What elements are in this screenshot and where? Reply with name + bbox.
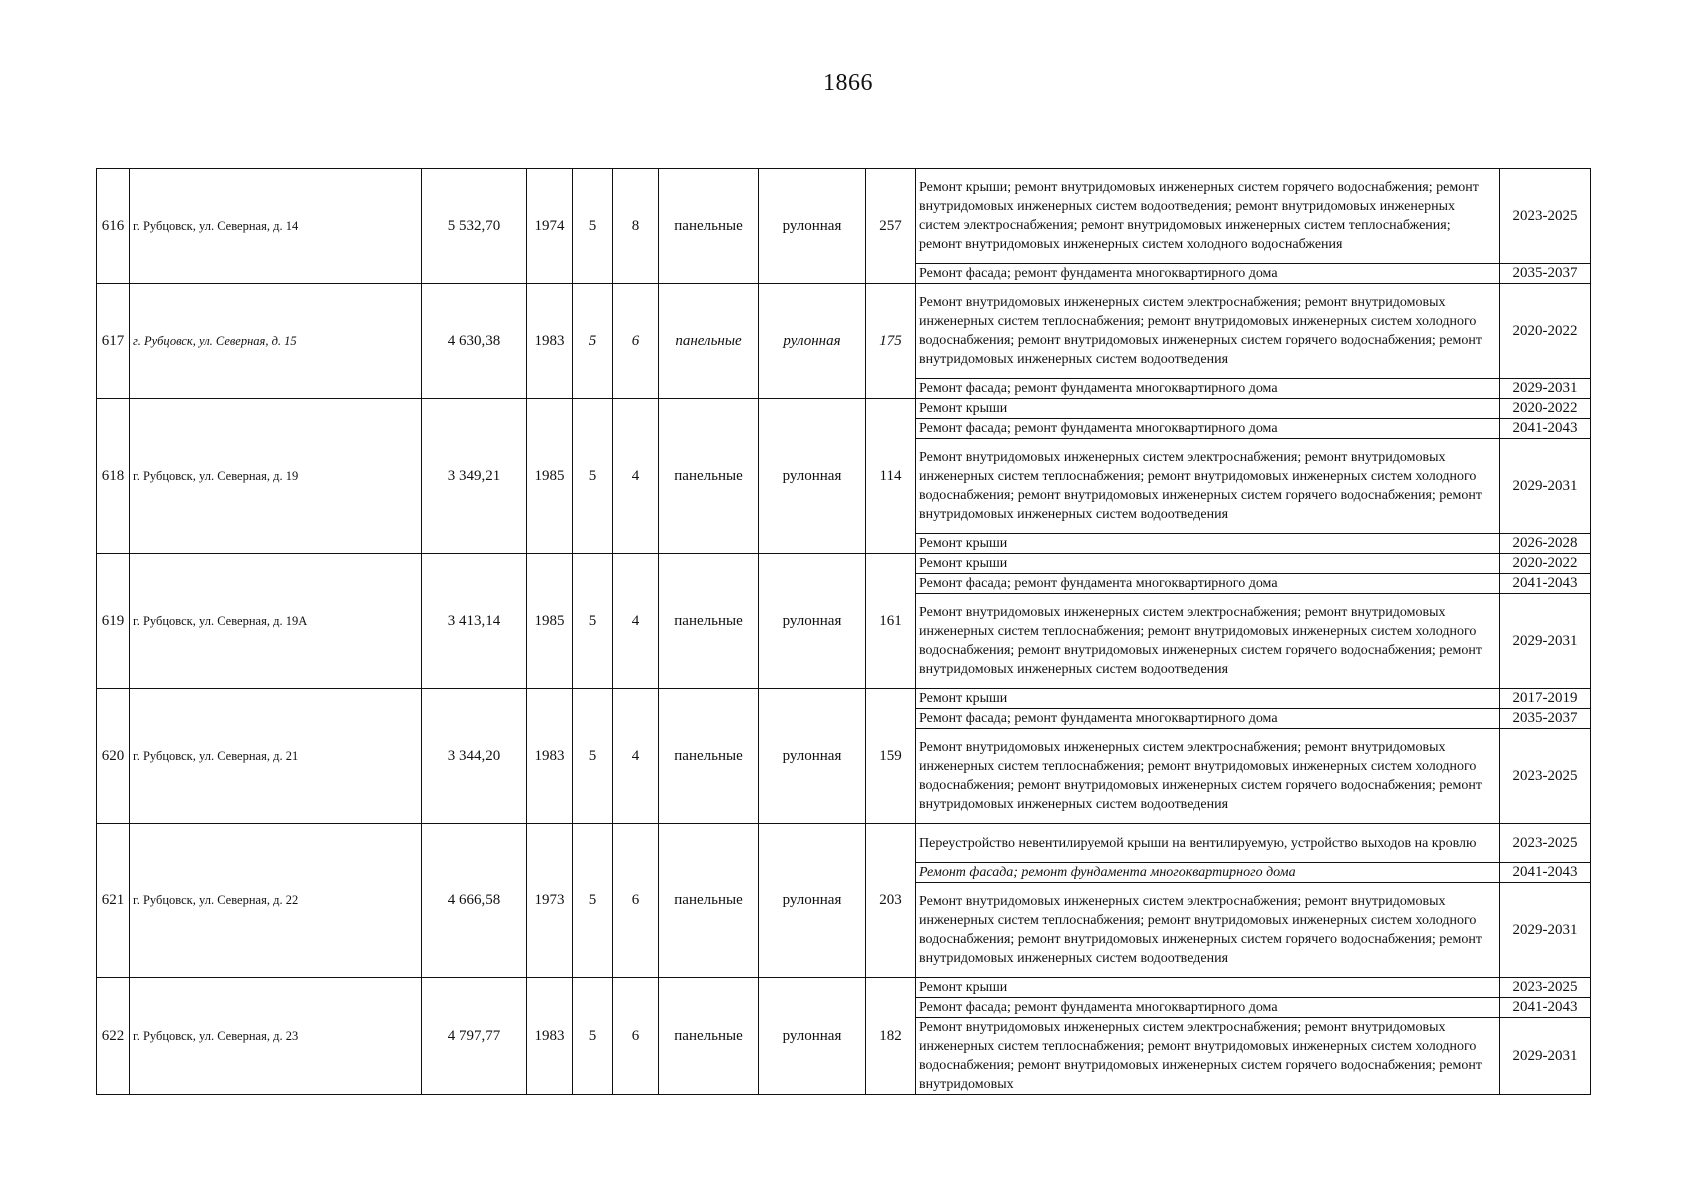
work-description-cell: Ремонт внутридомовых инженерных систем электроснабжения; ремонт внутридомовых инженерных систем теплоснабжения; ремонт внутридомовых инженерных систем холодного водоснабжения; ремонт внутридомовых инженерных систем горячего водоснабжения; ремонт внутридомовых инженерных систем водоотведения (916, 284, 1500, 379)
work-description-cell: Ремонт внутридомовых инженерных систем электроснабжения; ремонт внутридомовых инженерных систем теплоснабжения; ремонт внутридомовых инженерных систем холодного водоснабжения; ремонт внутридомовых инженерных систем горячего водоснабжения; ремонт внутридомовых инженерных систем водоотведения (916, 594, 1500, 689)
apartments-cell: 175 (866, 284, 916, 399)
wall-material-cell: панельные (659, 689, 759, 824)
period-cell: 2023-2025 (1500, 978, 1591, 998)
period-cell: 2017-2019 (1500, 689, 1591, 709)
apartments-cell: 182 (866, 978, 916, 1095)
repair-schedule-table (96, 168, 1591, 1095)
wall-material-cell: панельные (659, 978, 759, 1095)
table-row (97, 824, 1591, 863)
area-cell: 3 344,20 (422, 689, 527, 824)
address-cell: г. Рубцовск, ул. Северная, д. 19А (130, 554, 422, 689)
work-description-cell: Ремонт внутридомовых инженерных систем электроснабжения; ремонт внутридомовых инженерных систем теплоснабжения; ремонт внутридомовых инженерных систем холодного водоснабжения; ремонт внутридомовых инженерных систем горячего водоснабжения; ремонт внутридомовых инженерных систем водоотведения (916, 439, 1500, 534)
table-row (97, 978, 1591, 998)
period-cell: 2029-2031 (1500, 379, 1591, 399)
apartments-cell: 203 (866, 824, 916, 978)
wall-material-cell: панельные (659, 284, 759, 399)
address-cell: г. Рубцовск, ул. Северная, д. 15 (130, 284, 422, 399)
year-cell: 1985 (527, 554, 573, 689)
period-cell: 2026-2028 (1500, 534, 1591, 554)
row-number: 622 (97, 978, 130, 1095)
year-cell: 1983 (527, 689, 573, 824)
row-number: 620 (97, 689, 130, 824)
entrances-cell: 6 (613, 978, 659, 1095)
table-row (97, 399, 1591, 419)
year-cell: 1985 (527, 399, 573, 554)
work-description-cell: Ремонт фасада; ремонт фундамента многоквартирного дома (916, 709, 1500, 729)
area-cell: 4 630,38 (422, 284, 527, 399)
area-cell: 3 349,21 (422, 399, 527, 554)
floors-cell: 5 (573, 169, 613, 284)
address-cell: г. Рубцовск, ул. Северная, д. 19 (130, 399, 422, 554)
floors-cell: 5 (573, 978, 613, 1095)
floors-cell: 5 (573, 824, 613, 978)
table-body (97, 169, 1591, 1095)
address-cell: г. Рубцовск, ул. Северная, д. 14 (130, 169, 422, 284)
work-description-cell: Ремонт фасада; ремонт фундамента многоквартирного дома (916, 863, 1500, 883)
year-cell: 1983 (527, 978, 573, 1095)
year-cell: 1973 (527, 824, 573, 978)
work-description-cell: Ремонт внутридомовых инженерных систем электроснабжения; ремонт внутридомовых инженерных систем теплоснабжения; ремонт внутридомовых инженерных систем холодного водоснабжения; ремонт внутридомовых инженерных систем горячего водоснабжения; ремонт внутридомовых инженерных систем водоотведения (916, 883, 1500, 978)
wall-material-cell: панельные (659, 169, 759, 284)
period-cell: 2029-2031 (1500, 594, 1591, 689)
work-description-cell: Ремонт фасада; ремонт фундамента многоквартирного дома (916, 998, 1500, 1018)
apartments-cell: 114 (866, 399, 916, 554)
entrances-cell: 6 (613, 284, 659, 399)
row-number: 617 (97, 284, 130, 399)
work-description-cell: Ремонт крыши (916, 554, 1500, 574)
floors-cell: 5 (573, 689, 613, 824)
period-cell: 2020-2022 (1500, 284, 1591, 379)
period-cell: 2023-2025 (1500, 824, 1591, 863)
area-cell: 4 797,77 (422, 978, 527, 1095)
entrances-cell: 4 (613, 554, 659, 689)
wall-material-cell: панельные (659, 399, 759, 554)
work-description-cell: Ремонт фасада; ремонт фундамента многоквартирного дома (916, 419, 1500, 439)
work-description-cell: Ремонт фасада; ремонт фундамента многоквартирного дома (916, 574, 1500, 594)
area-cell: 3 413,14 (422, 554, 527, 689)
period-cell: 2035-2037 (1500, 264, 1591, 284)
period-cell: 2035-2037 (1500, 709, 1591, 729)
roof-type-cell: рулонная (759, 169, 866, 284)
entrances-cell: 4 (613, 689, 659, 824)
period-cell: 2041-2043 (1500, 574, 1591, 594)
entrances-cell: 8 (613, 169, 659, 284)
work-description-cell: Ремонт внутридомовых инженерных систем электроснабжения; ремонт внутридомовых инженерных систем теплоснабжения; ремонт внутридомовых инженерных систем холодного водоснабжения; ремонт внутридомовых инженерных систем горячего водоснабжения; ремонт внутридомовых инженерных систем водоотведения (916, 729, 1500, 824)
work-description-cell: Ремонт внутридомовых инженерных систем электроснабжения; ремонт внутридомовых инженерных систем теплоснабжения; ремонт внутридомовых инженерных систем холодного водоснабжения; ремонт внутридомовых инженерных систем горячего водоснабжения; ремонт внутридомовых (916, 1018, 1500, 1095)
work-description-cell: Ремонт фасада; ремонт фундамента многоквартирного дома (916, 379, 1500, 399)
work-description-cell: Ремонт крыши (916, 399, 1500, 419)
row-number: 616 (97, 169, 130, 284)
roof-type-cell: рулонная (759, 399, 866, 554)
work-description-cell: Ремонт крыши (916, 534, 1500, 554)
roof-type-cell: рулонная (759, 978, 866, 1095)
wall-material-cell: панельные (659, 554, 759, 689)
table-row (97, 284, 1591, 379)
page-number: 1866 (823, 70, 873, 96)
table-row (97, 554, 1591, 574)
roof-type-cell: рулонная (759, 554, 866, 689)
period-cell: 2023-2025 (1500, 169, 1591, 264)
apartments-cell: 159 (866, 689, 916, 824)
floors-cell: 5 (573, 284, 613, 399)
address-cell: г. Рубцовск, ул. Северная, д. 22 (130, 824, 422, 978)
row-number: 621 (97, 824, 130, 978)
period-cell: 2020-2022 (1500, 554, 1591, 574)
entrances-cell: 4 (613, 399, 659, 554)
period-cell: 2029-2031 (1500, 439, 1591, 534)
row-number: 618 (97, 399, 130, 554)
apartments-cell: 161 (866, 554, 916, 689)
wall-material-cell: панельные (659, 824, 759, 978)
address-cell: г. Рубцовск, ул. Северная, д. 23 (130, 978, 422, 1095)
period-cell: 2023-2025 (1500, 729, 1591, 824)
period-cell: 2029-2031 (1500, 883, 1591, 978)
year-cell: 1983 (527, 284, 573, 399)
roof-type-cell: рулонная (759, 284, 866, 399)
area-cell: 5 532,70 (422, 169, 527, 284)
entrances-cell: 6 (613, 824, 659, 978)
roof-type-cell: рулонная (759, 689, 866, 824)
area-cell: 4 666,58 (422, 824, 527, 978)
period-cell: 2020-2022 (1500, 399, 1591, 419)
work-description-cell: Ремонт крыши (916, 689, 1500, 709)
table-row (97, 169, 1591, 264)
period-cell: 2041-2043 (1500, 998, 1591, 1018)
work-description-cell: Переустройство невентилируемой крыши на вентилируемую, устройство выходов на кровлю (916, 824, 1500, 863)
floors-cell: 5 (573, 399, 613, 554)
work-description-cell: Ремонт крыши; ремонт внутридомовых инженерных систем горячего водоснабжения; ремонт внутридомовых инженерных систем водоотведения; ремонт внутридомовых инженерных систем электроснабжения; ремонт внутридомовых инженерных систем теплоснабжения; ремонт внутридомовых инженерных систем холодного водоснабжения (916, 169, 1500, 264)
row-number: 619 (97, 554, 130, 689)
period-cell: 2041-2043 (1500, 863, 1591, 883)
table-row (97, 689, 1591, 709)
work-description-cell: Ремонт фасада; ремонт фундамента многоквартирного дома (916, 264, 1500, 284)
roof-type-cell: рулонная (759, 824, 866, 978)
apartments-cell: 257 (866, 169, 916, 284)
period-cell: 2041-2043 (1500, 419, 1591, 439)
year-cell: 1974 (527, 169, 573, 284)
address-cell: г. Рубцовск, ул. Северная, д. 21 (130, 689, 422, 824)
period-cell: 2029-2031 (1500, 1018, 1591, 1095)
floors-cell: 5 (573, 554, 613, 689)
work-description-cell: Ремонт крыши (916, 978, 1500, 998)
